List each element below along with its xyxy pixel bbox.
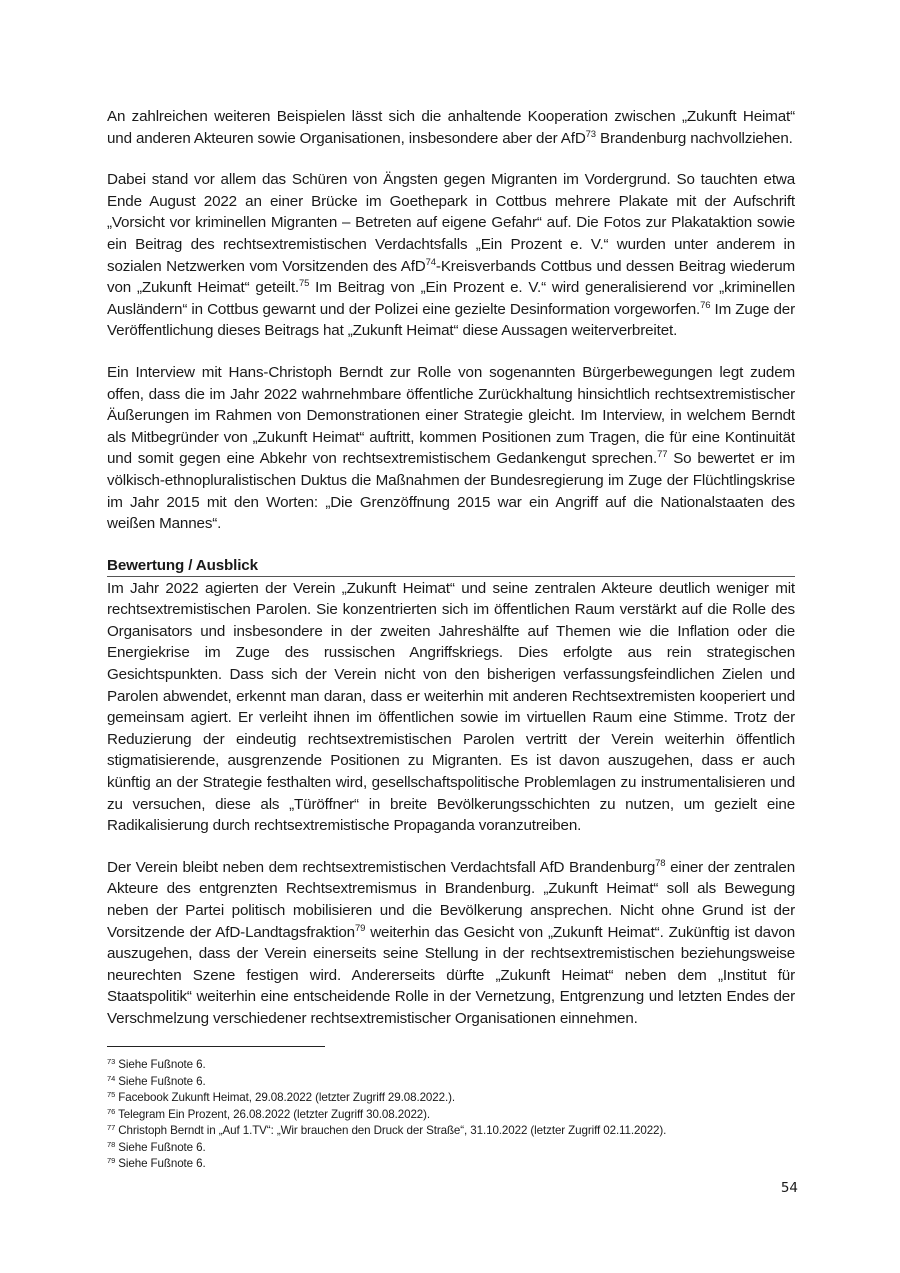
- footnote-78: [107, 1140, 807, 1157]
- footnote-number: 78: [107, 1139, 116, 1149]
- paragraph-ausblick: [107, 857, 795, 1030]
- paragraph-interview: [107, 362, 795, 535]
- text-segment: Ein Interview mit Hans-Christoph Berndt zur Rolle von sogenannten Bürgerbewegungen legt zudem offen, dass die im Jahr 2022 wahrnehmbare öffentliche Zurückhaltung hinsichtlich rechtsextremistischer Äußerungen im Rahmen von Demonstrationen einer Strategie gleicht. Im Interview, in welchem Berndt als Mitbegründer von „Zukunft Heimat“ auftritt, kommen Positionen zum Tragen, die für eine Kontinuität und somit gegen eine Abkehr von rechtsextremistischem Gedankengut sprechen.: [107, 363, 795, 468]
- footnote-ref-78[interactable]: 78: [655, 857, 666, 869]
- text-segment: Der Verein bleibt neben dem rechtsextremistischen Verdachtsfall AfD Brandenburg: [107, 858, 656, 876]
- footnote-74: [107, 1074, 807, 1091]
- paragraph-plakataktion: [107, 169, 795, 342]
- text-segment: Dabei stand vor allem das Schüren von Ängsten gegen Migranten im Vordergrund. So tauchten etwa Ende August 2022 an einer Brücke im Goethepark in Cottbus mehrere Plakate mit der Aufschrift „Vorsicht vor kriminellen Migranten – Betreten auf eigene Gefahr“ auf. Die Fotos zur Plakataktion sowie ein Beitrag des rechtsextremistischen Verdachtsfalls „Ein Prozent e. V.“ wurden unter anderem in sozialen Netzwerken vom Vorsitzenden des AfD: [107, 171, 795, 275]
- footnotes-list: [107, 1057, 807, 1173]
- main-text: [107, 106, 795, 1050]
- footnote-text: Siehe Fußnote 6.: [115, 1157, 206, 1170]
- text-segment: Im Zuge der Veröffentlichung dieses Beitrags hat „Zukunft Heimat“ diese Aussagen weiterverbreitet.: [107, 300, 795, 340]
- footnote-number: 79: [107, 1156, 116, 1165]
- footnote-73: [107, 1057, 807, 1074]
- footnote-number: 73: [107, 1057, 116, 1066]
- footnote-number: 74: [107, 1073, 116, 1083]
- footnote-ref-76[interactable]: 76: [700, 299, 711, 311]
- footnote-ref-73[interactable]: 73: [585, 128, 596, 140]
- page-number: 54: [780, 1180, 798, 1196]
- footnote-ref-75[interactable]: 75: [298, 278, 310, 290]
- footnote-ref-74[interactable]: 74: [425, 256, 436, 268]
- footnote-75: [107, 1090, 807, 1107]
- text-segment: -Kreisverbands Cottbus und dessen Beitrag wiederum von „Zukunft Heimat“ geteilt.: [107, 257, 795, 297]
- text-segment: weiterhin das Gesicht von „Zukunft Heimat“. Zukünftig ist davon auszugehen, dass der Verein einerseits seine Stellung in der rechtsextremistischen beziehungsweise neurechten Szene festigen wird. Andererseits dürfte „Zukunft Heimat“ neben dem „Institut für Staatspolitik“ weiterhin eine entscheidende Rolle in der Vernetzung, Entgrenzung und letzten Endes der Verschmelzung verschiedener rechtsextremistischer Organisationen einnehmen.: [107, 923, 795, 1027]
- paragraph-cooperation: [107, 106, 795, 149]
- paragraph-bewertung: Im Jahr 2022 agierten der Verein „Zukunft Heimat“ und seine zentralen Akteure deutlich weniger mit rechtsextremistischen Parolen. Sie konzentrierten sich im öffentlichen Raum verstärkt auf die Rolle des Organisators und insbesondere in der zweiten Jahreshälfte auf Themen wie die Inflation oder die Energiekrise im Zuge des russischen Angriffskriegs. Dies erfolgte aus rein strategischen Gesichtspunkten. Dass sich der Verein nicht von den bisherigen verfassungsfeindlichen Zielen und Parolen abwendet, erkennt man daran, dass er weiterhin mit anderen Rechtsextremisten kooperiert und gemeinsam agiert. Er verleiht ihnen im öffentlichen sowie im virtuellen Raum eine Stimme. Trotz der Reduzierung der eindeutig rechtsextremistischen Parolen vertritt der Verein weiterhin öffentlich stigmatisierende, ausgrenzende Positionen zu Migranten. Es ist davon auszugehen, dass er auch künftig an der Strategie festhalten wird, gesellschaftspolitische Problemlagen zu instrumentalisieren und zu versuchen, diese als „Türöffner“ in breite Bevölkerungsschichten zu nutzen, um gezielt eine Radikalisierung durch rechtsextremistische Propaganda voranzutreiben.: [107, 579, 795, 835]
- footnote-text: Christoph Berndt in „Auf 1.TV“: „Wir brauchen den Druck der Straße“, 31.10.2022 (letzter Zugriff 02.11.2022).: [115, 1124, 667, 1137]
- footnote-text: Siehe Fußnote 6.: [115, 1058, 206, 1071]
- footnote-text: Siehe Fußnote 6.: [115, 1140, 206, 1154]
- footnote-ref-77[interactable]: 77: [657, 449, 668, 461]
- footnote-text: Facebook Zukunft Heimat, 29.08.2022 (letzter Zugriff 29.08.2022.).: [115, 1091, 455, 1104]
- footnote-77: [107, 1123, 807, 1140]
- text-segment: An zahlreichen weiteren Beispielen lässt sich die anhaltende Kooperation zwischen „Zukunft Heimat“ und anderen Akteuren sowie Organisationen, insbesondere aber der AfD: [107, 108, 795, 147]
- footnote-text: Telegram Ein Prozent, 26.08.2022 (letzter Zugriff 30.08.2022).: [115, 1107, 431, 1121]
- text-segment: So bewertet er im völkisch-ethnopluralistischen Duktus die Maßnahmen der Bundesregierung im Zuge der Flüchtlingskrise im Jahr 2015 mit den Worten: „Die Grenzöffnung 2015 war ein Angriff auf die Nationalstaaten des weißen Mannes“.: [107, 450, 795, 533]
- section-heading: Bewertung / Ausblick: [107, 555, 795, 577]
- footnote-ref-79[interactable]: 79: [354, 922, 366, 934]
- footnote-text: Siehe Fußnote 6.: [115, 1074, 206, 1088]
- footnote-76: [107, 1107, 807, 1124]
- footnote-number: 76: [107, 1106, 116, 1116]
- footnote-number: 75: [107, 1090, 116, 1099]
- text-segment: Brandenburg nachvollziehen.: [595, 129, 793, 147]
- text-segment: Im Beitrag von „Ein Prozent e. V.“ wird generalisierend vor „kriminellen Ausländern“ in Cottbus gewarnt und der Polizei eine gezielte Desinformation vorgeworfen.: [107, 279, 795, 318]
- footnote-79: [107, 1156, 807, 1173]
- footnote-number: 77: [107, 1123, 116, 1132]
- footnote-separator: [107, 1046, 325, 1047]
- text-segment: einer der zentralen Akteure des entgrenzten Rechtsextremismus in Brandenburg. „Zukunft Heimat“ soll als Bewegung neben der Partei politisch mobilisieren und die Bevölkerung ansprechen. Nicht ohne Grund ist der Vorsitzende der AfD-Landtagsfraktion: [107, 858, 795, 941]
